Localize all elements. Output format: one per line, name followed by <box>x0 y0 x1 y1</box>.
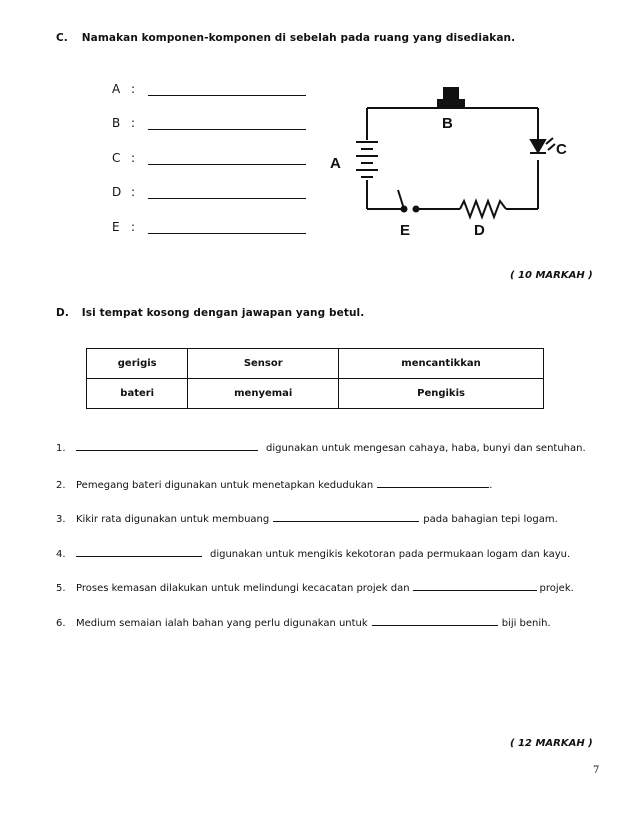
question-5 <box>56 580 574 594</box>
answer-colon: : <box>131 82 136 96</box>
answer-letter: A <box>112 82 121 96</box>
section-c-heading <box>56 32 515 44</box>
question-3 <box>56 511 558 525</box>
section-c-instruction: Namakan komponen-komponen di sebelah pada ruang yang disediakan. <box>81 32 516 44</box>
answer-letter: C <box>112 151 121 165</box>
diagram-label-a: A <box>330 155 341 172</box>
question-text-after: biji benih. <box>501 618 551 629</box>
answer-letter: D <box>112 185 122 199</box>
answer-blank[interactable] <box>76 546 202 557</box>
question-1 <box>56 440 586 454</box>
answer-blank[interactable] <box>377 477 489 488</box>
led-icon <box>530 138 555 153</box>
question-text-after: digunakan untuk mengesan cahaya, haba, bunyi dan sentuhan. <box>266 443 586 454</box>
word-cell: mencantikkan <box>339 349 544 379</box>
question-number: 1. <box>56 443 66 454</box>
section-d-marks: ( 12 MARKAH ) <box>510 738 593 749</box>
word-cell: Pengikis <box>339 379 544 409</box>
battery-icon <box>356 142 378 177</box>
word-cell: menyemai <box>188 379 339 409</box>
answer-letter: E <box>112 220 120 234</box>
section-d-heading <box>56 307 364 319</box>
diagram-label-c: C <box>556 141 567 158</box>
question-number: 2. <box>56 480 66 491</box>
word-cell: bateri <box>87 379 188 409</box>
table-row <box>87 349 544 379</box>
section-d-label: D. <box>56 307 69 319</box>
question-text-before: Kikir rata digunakan untuk membuang <box>76 514 270 525</box>
question-number: 4. <box>56 549 66 560</box>
circuit-diagram <box>320 82 590 242</box>
table-row <box>87 379 544 409</box>
answer-row-a <box>0 82 320 98</box>
answer-colon: : <box>131 220 136 234</box>
answer-colon: : <box>131 116 136 130</box>
answer-colon: : <box>131 151 136 165</box>
answer-line-e[interactable] <box>148 233 306 234</box>
answer-row-c <box>0 151 320 167</box>
question-text-after: . <box>489 480 493 491</box>
resistor-icon <box>460 201 506 217</box>
question-number: 5. <box>56 583 66 594</box>
answer-row-b <box>0 116 320 132</box>
section-c-label: C. <box>56 32 68 44</box>
question-2 <box>56 477 492 491</box>
question-4 <box>56 546 570 560</box>
answer-blank[interactable] <box>372 615 498 626</box>
question-number: 3. <box>56 514 66 525</box>
question-6 <box>56 615 551 629</box>
answer-colon: : <box>131 185 136 199</box>
question-number: 6. <box>56 618 66 629</box>
word-cell: gerigis <box>87 349 188 379</box>
section-d-instruction: Isi tempat kosong dengan jawapan yang betul. <box>81 307 365 319</box>
answer-line-c[interactable] <box>148 164 306 165</box>
answer-line-d[interactable] <box>148 198 306 199</box>
diagram-label-b: B <box>442 115 453 132</box>
question-text-before: Medium semaian ialah bahan yang perlu digunakan untuk <box>76 618 368 629</box>
switch-icon <box>398 190 419 212</box>
answer-line-a[interactable] <box>148 95 306 96</box>
question-text-before: Pemegang bateri digunakan untuk menetapkan kedudukan <box>76 480 374 491</box>
question-text-after: pada bahagian tepi logam. <box>423 514 558 525</box>
diagram-label-e: E <box>400 222 411 239</box>
word-cell: Sensor <box>188 349 339 379</box>
buzzer-icon <box>438 88 464 108</box>
answer-blank[interactable] <box>273 511 419 522</box>
page-number: 7 <box>593 765 600 776</box>
diagram-label-d: D <box>474 222 485 239</box>
answer-letter: B <box>112 116 121 130</box>
answer-row-e <box>0 220 320 236</box>
answer-blank[interactable] <box>413 580 537 591</box>
answer-blank[interactable] <box>76 440 258 451</box>
question-text-after: projek. <box>539 583 574 594</box>
section-c-marks: ( 10 MARKAH ) <box>510 270 593 281</box>
answer-line-b[interactable] <box>148 129 306 130</box>
answer-row-d <box>0 185 320 201</box>
question-text-after: digunakan untuk mengikis kekotoran pada permukaan logam dan kayu. <box>210 549 571 560</box>
word-bank-table <box>86 348 544 409</box>
question-text-before: Proses kemasan dilakukan untuk melindungi kecacatan projek dan <box>76 583 410 594</box>
